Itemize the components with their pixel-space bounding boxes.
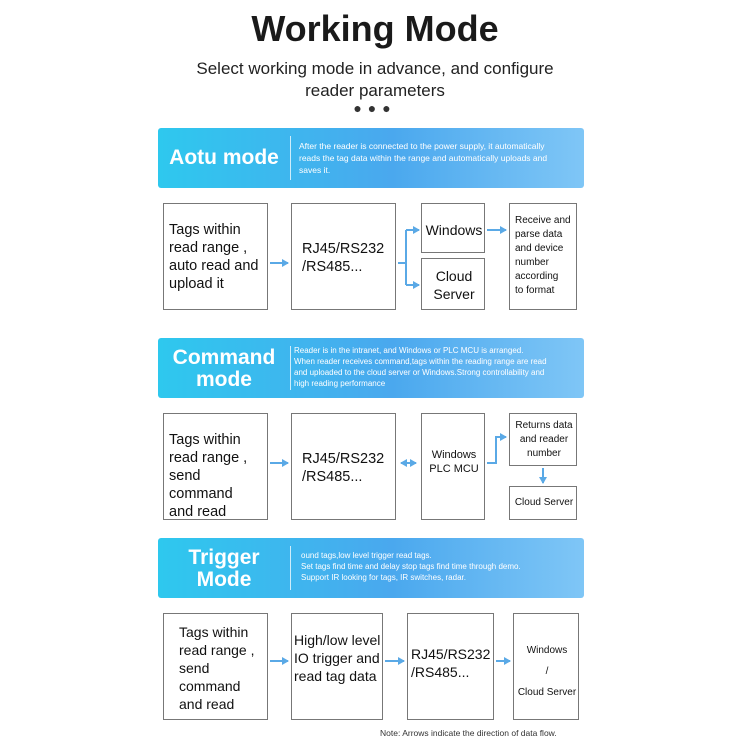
page-title: Working Mode [251,8,499,49]
command-returns-box: Returns data and reader number [509,413,577,466]
command-mode-description: Reader is in the intranet, and Windows or PLC MCU is arranged. When reader receives command,tags within the reading range are read and uploaded to the cloud server or Windows.Strong controllability and high reading performance [294,346,547,388]
aotu-mode-title: Aotu mode [169,146,279,169]
arrow-command-windows-to-returns [487,437,506,463]
aotu-tags-box: Tags within read range , auto read and upload it [163,203,268,310]
decorative-dots: ●●● [353,100,397,116]
aotu-parse-box: Receive and parse data and device number according to format [509,203,577,310]
aotu-windows-box: Windows [421,203,485,253]
trigger-mode-title: Trigger Mode [188,546,260,591]
trigger-io-box: High/low level IO trigger and read tag data [291,613,383,720]
command-interface-box: RJ45/RS232 /RS485... [291,413,396,520]
aotu-mode-description: After the reader is connected to the power supply, it automatically reads the tag data within the range and automatically uploads and saves it. [299,141,548,175]
aotu-cloud-server-box: Cloud Server [421,258,485,310]
aotu-interface-box: RJ45/RS232 /RS485... [291,203,396,310]
command-windows-plc-box: Windows PLC MCU [421,413,485,520]
trigger-interface-box: RJ45/RS232 /RS485... [407,613,494,720]
trigger-tags-box: Tags within read range , send command and read [163,613,268,720]
command-tags-box: Tags within read range , send command and read [163,413,268,520]
command-mode-title: Command mode [172,346,276,391]
trigger-mode-description: ound tags,low level trigger read tags. Set tags find time and delay stop tags find time through demo. Support IR looking for tags, IR switches, radar. [301,551,521,582]
command-cloud-server-box: Cloud Server [509,486,577,520]
footer-note: Note: Arrows indicate the direction of data flow. [380,728,557,738]
page-subtitle: Select working mode in advance, and configure reader parameters [196,59,554,100]
trigger-windows-cloud-box: Windows / Cloud Server [513,613,579,720]
